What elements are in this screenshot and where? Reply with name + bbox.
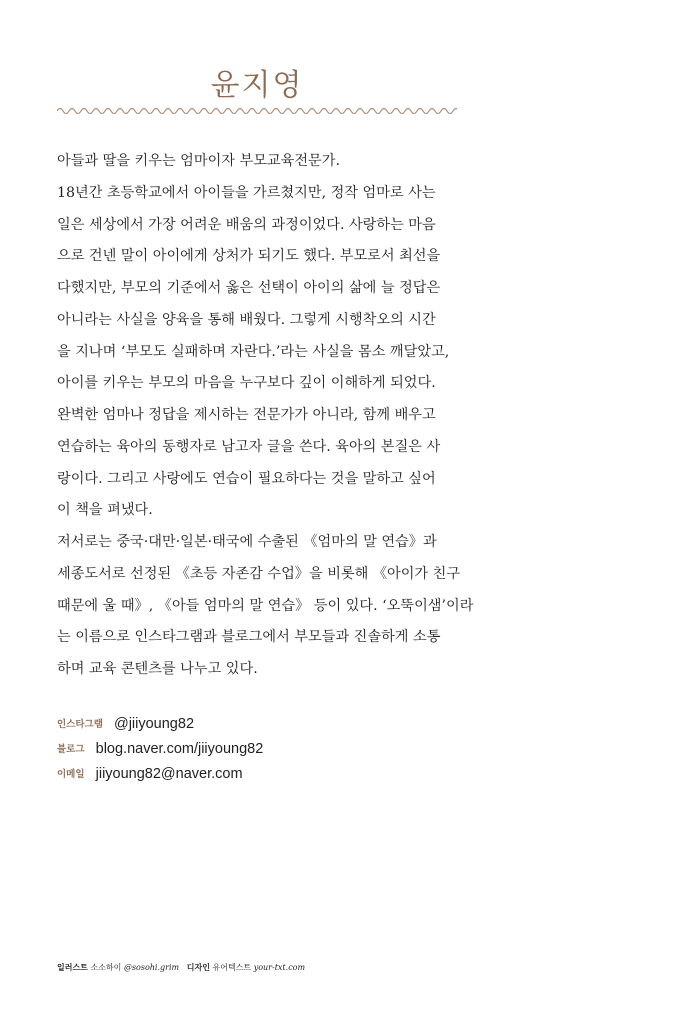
bio-line: 는 이름으로 인스타그램과 블로그에서 부모들과 진솔하게 소통 bbox=[57, 629, 441, 646]
bio-line: 완벽한 엄마나 정답을 제시하는 전문가가 아니라, 함께 배우고 bbox=[57, 407, 436, 423]
author-bio bbox=[57, 146, 474, 686]
bio-line: 을 지나며 ‘부모도 실패하며 자란다.’라는 사실을 몸소 깨달았고, bbox=[57, 343, 450, 360]
illustrator-name: 소소하이 bbox=[90, 963, 122, 972]
contact-instagram bbox=[57, 711, 263, 736]
blog-url: blog.naver.com/jiiyoung82 bbox=[95, 741, 264, 757]
bio-line: 18년간 초등학교에서 아이들을 가르쳤지만, 정작 엄마로 사는 bbox=[57, 184, 436, 201]
design-label: 디자인 bbox=[186, 963, 210, 972]
wavy-divider bbox=[57, 104, 457, 118]
email-address: jiiyoung82@naver.com bbox=[95, 766, 243, 782]
bio-line: 아니라는 사실을 양육을 통해 배웠다. 그렇게 시행착오의 시간 bbox=[57, 311, 436, 328]
credits-line bbox=[57, 962, 305, 973]
bio-line: 랑이다. 그리고 사랑에도 연습이 필요하다는 것을 말하고 싶어 bbox=[57, 470, 436, 487]
contact-blog bbox=[57, 736, 263, 761]
bio-line: 하며 교육 콘텐츠를 나누고 있다. bbox=[57, 661, 258, 677]
contact-label: 이메일 bbox=[57, 769, 85, 780]
contact-list bbox=[57, 711, 263, 786]
bio-line: 아들과 딸을 키우는 엄마이자 부모교육전문가. bbox=[57, 153, 340, 169]
contact-email bbox=[57, 761, 263, 786]
bio-line: 다했지만, 부모의 기준에서 옳은 선택이 아이의 삶에 늘 정답은 bbox=[57, 280, 441, 296]
illustration-label: 일러스트 bbox=[57, 963, 88, 972]
contact-label: 블로그 bbox=[57, 744, 85, 755]
author-name: 윤지영 bbox=[210, 68, 304, 103]
bio-line: 연습하는 육아의 동행자로 남고자 글을 쓴다. 육아의 본질은 사 bbox=[57, 438, 441, 455]
bio-line: 으로 건넨 말이 아이에게 상처가 되기도 했다. 부모로서 최선을 bbox=[57, 248, 441, 265]
bio-line: 일은 세상에서 가장 어려운 배움의 과정이었다. 사랑하는 마음 bbox=[57, 216, 436, 233]
bio-line: 저서로는 중국·대만·일본·태국에 수출된 《엄마의 말 연습》과 bbox=[57, 534, 437, 550]
bio-line: 세종도서로 선정된 《초등 자존감 수업》을 비롯해 《아이가 친구 bbox=[57, 565, 461, 582]
illustrator-handle: @sosohi.grim bbox=[123, 963, 180, 972]
bio-line: 때문에 울 때》, 《아들 엄마의 말 연습》 등이 있다. ‘오뚝이샘’이라 bbox=[57, 597, 474, 614]
designer-name: 유어텍스트 bbox=[212, 963, 252, 972]
designer-site: your-txt.com bbox=[253, 963, 306, 972]
contact-label: 인스타그램 bbox=[57, 719, 103, 730]
bio-line: 이 책을 펴냈다. bbox=[57, 502, 153, 519]
instagram-handle: @jiiyoung82 bbox=[113, 716, 195, 732]
bio-line: 아이를 키우는 부모의 마음을 누구보다 깊이 이해하게 되었다. bbox=[57, 375, 436, 392]
